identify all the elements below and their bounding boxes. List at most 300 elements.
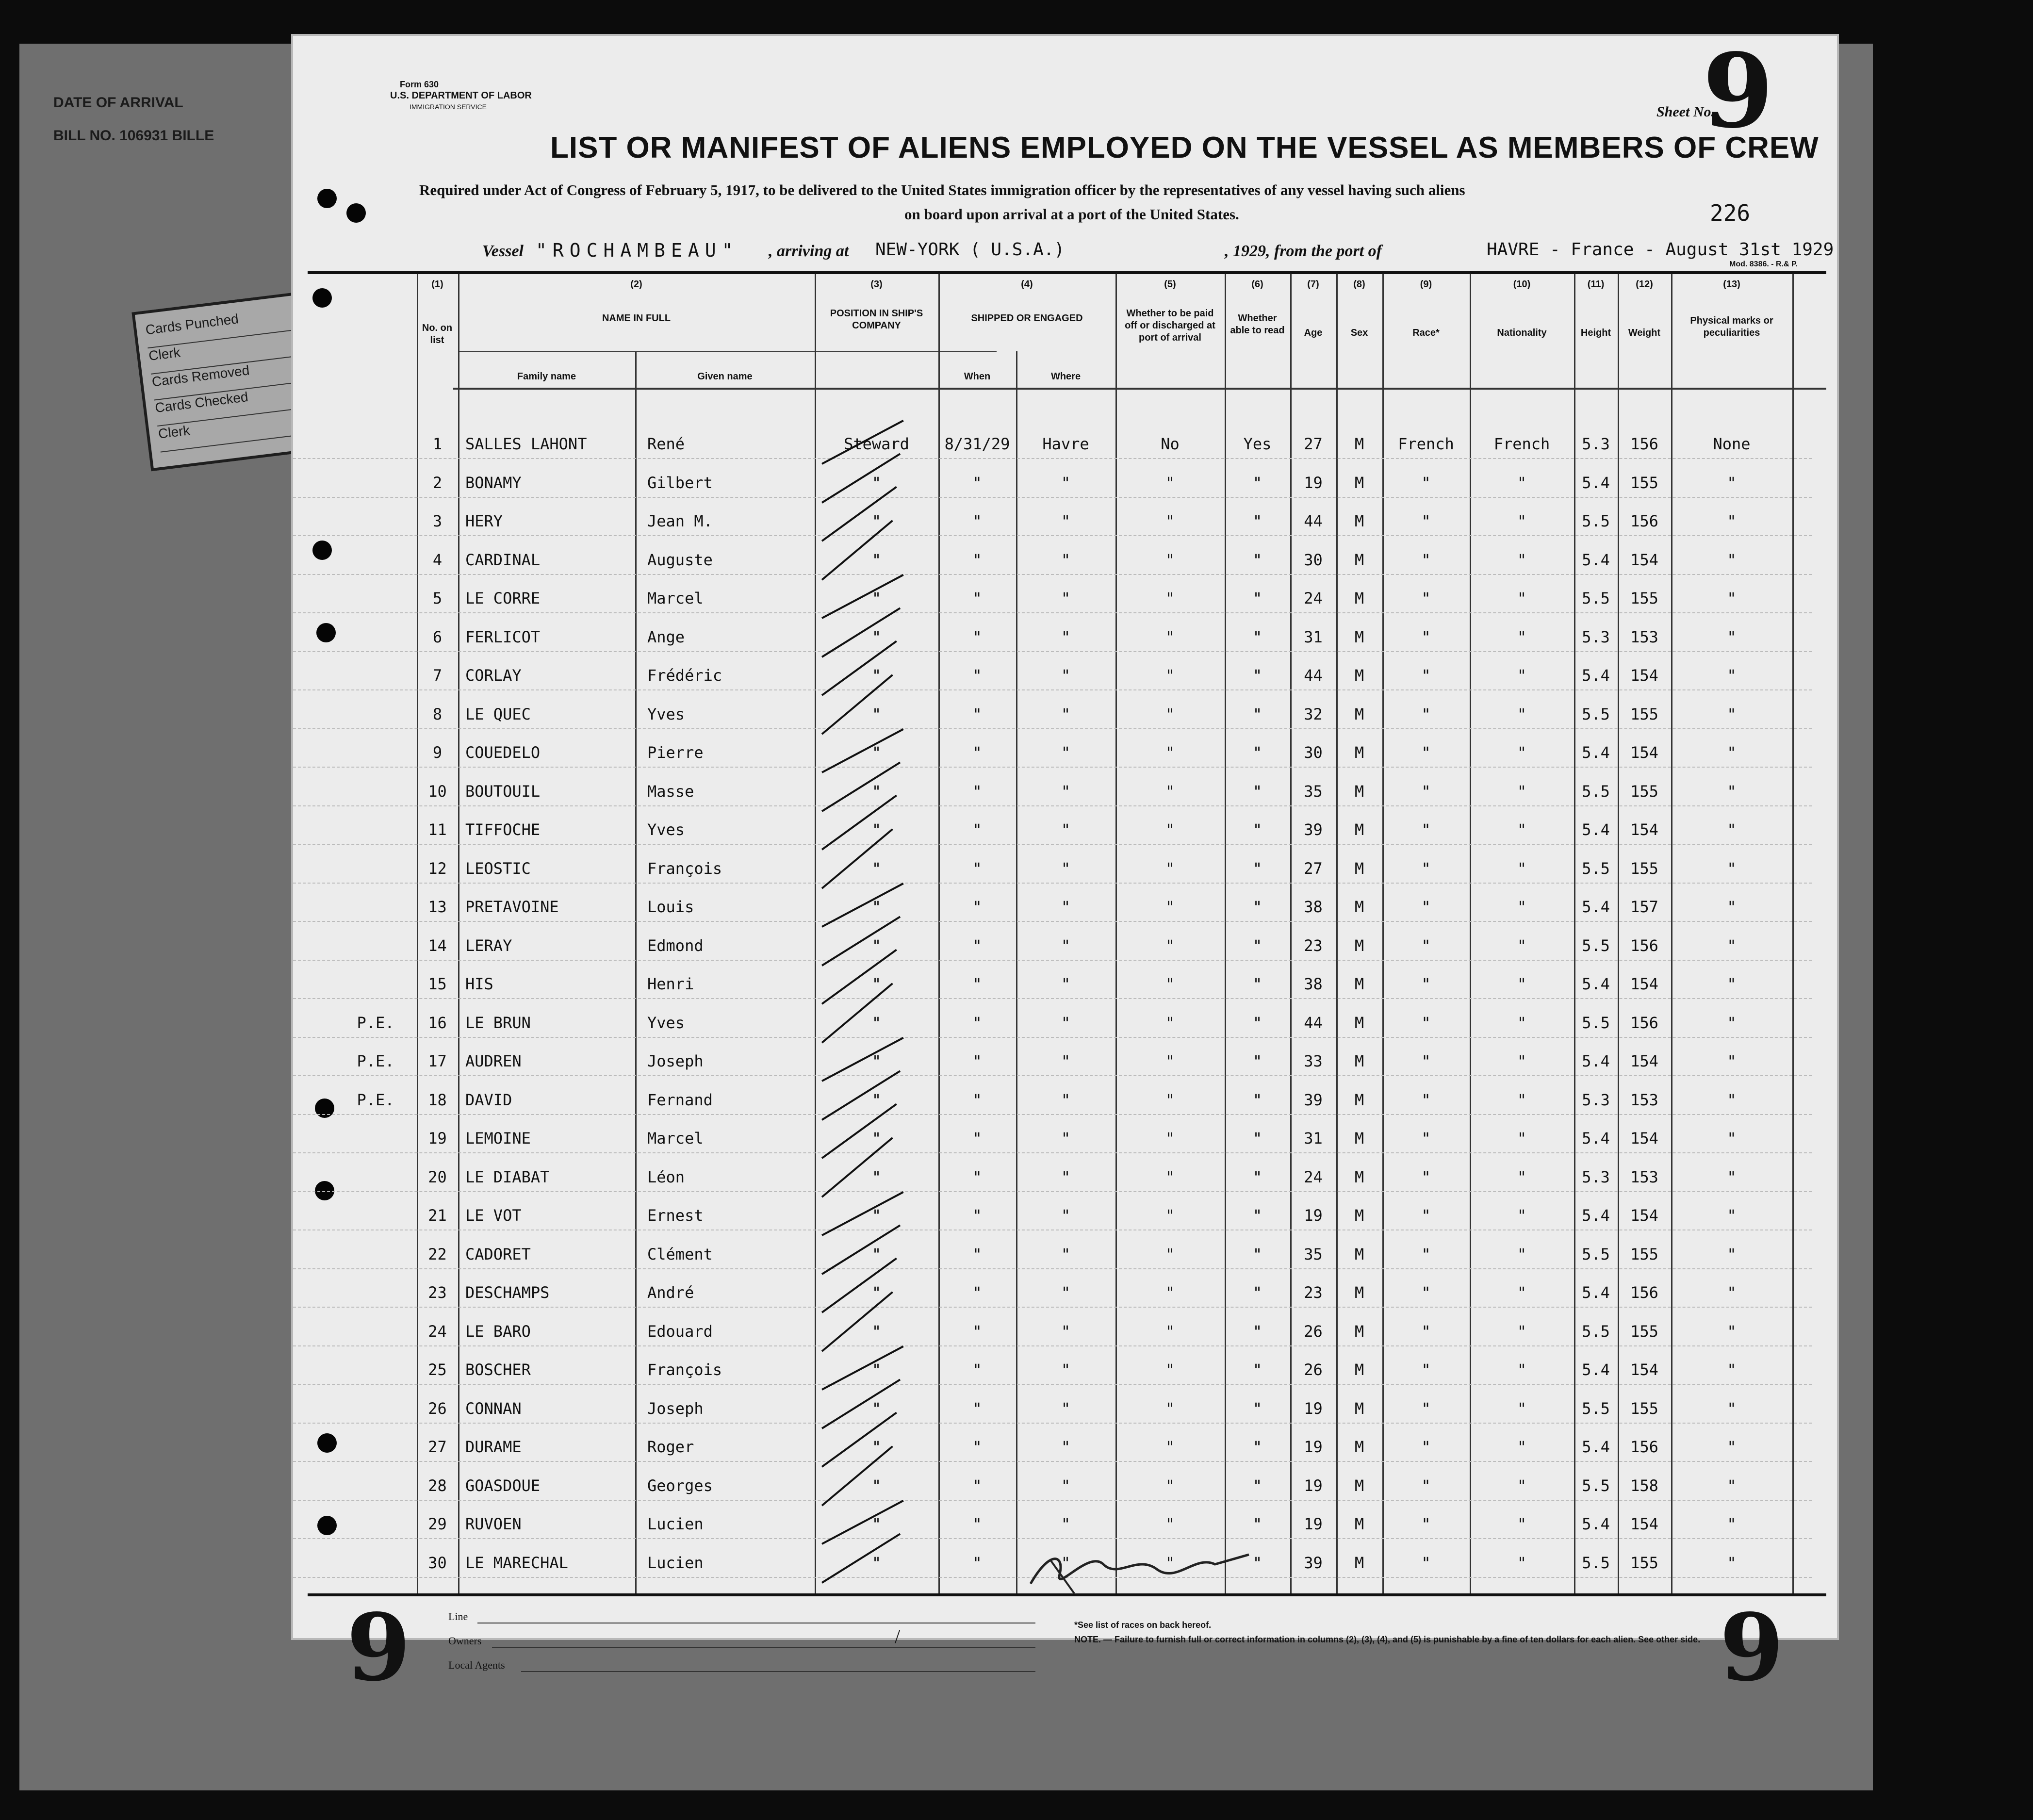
header-bottom-rule xyxy=(453,388,1826,390)
col1-header: No. on list xyxy=(422,323,453,345)
physical-marks: None xyxy=(1713,435,1751,453)
row-rule xyxy=(293,651,1812,652)
shipped-when: " xyxy=(972,705,982,723)
physical-marks: " xyxy=(1727,473,1737,492)
able-to-read: " xyxy=(1252,1322,1262,1341)
nationality: " xyxy=(1517,512,1527,530)
race: " xyxy=(1421,898,1431,916)
able-to-read: " xyxy=(1252,550,1262,569)
col8-header: Sex xyxy=(1350,328,1368,338)
position: " xyxy=(871,1090,882,1109)
height: 5.5 xyxy=(1582,1245,1610,1263)
stamp-line: Cards Removed xyxy=(151,356,309,401)
shipped-where: " xyxy=(1061,1167,1071,1186)
able-to-read: " xyxy=(1252,666,1262,685)
nationality: " xyxy=(1517,1206,1527,1225)
row-number: 19 xyxy=(428,1129,447,1148)
family-name: RUVOEN xyxy=(465,1515,522,1533)
height: 5.4 xyxy=(1582,1361,1610,1379)
age: 24 xyxy=(1304,1167,1323,1186)
weight: 153 xyxy=(1630,627,1658,646)
shipped-where: Havre xyxy=(1042,435,1089,453)
shipped-when: " xyxy=(972,1438,982,1456)
physical-marks: " xyxy=(1727,898,1737,916)
able-to-read: " xyxy=(1252,1283,1262,1302)
row-annotation: P.E. xyxy=(357,1090,394,1109)
col6-header: Whether able to read xyxy=(1230,313,1285,336)
shipped-where: " xyxy=(1061,1090,1071,1109)
year-from-label: , 1929, from the port of xyxy=(1225,242,1382,260)
age: 35 xyxy=(1304,782,1323,801)
weight: 155 xyxy=(1630,473,1658,492)
race: " xyxy=(1421,1438,1431,1456)
race: " xyxy=(1421,1013,1431,1032)
nationality: " xyxy=(1517,1553,1527,1572)
given-name: Edouard xyxy=(647,1322,713,1341)
shipped-when: " xyxy=(972,936,982,955)
race: " xyxy=(1421,473,1431,492)
height: 5.4 xyxy=(1582,550,1610,569)
race: " xyxy=(1421,1206,1431,1225)
paid-off: " xyxy=(1165,936,1175,955)
able-to-read: " xyxy=(1252,627,1262,646)
weight: 155 xyxy=(1630,1553,1658,1572)
weight: 156 xyxy=(1630,936,1658,955)
shipped-when: " xyxy=(972,1052,982,1070)
arrival-info-block xyxy=(53,95,214,161)
row-rule xyxy=(293,1114,1812,1115)
sex: M xyxy=(1354,589,1364,607)
physical-marks: " xyxy=(1727,1322,1737,1341)
shipped-when: 8/31/29 xyxy=(944,435,1010,453)
col3-header: POSITION IN SHIP'S COMPANY xyxy=(830,308,923,331)
age: 39 xyxy=(1304,1553,1323,1572)
weight: 158 xyxy=(1630,1476,1658,1495)
position: " xyxy=(871,1553,882,1572)
position: " xyxy=(871,743,882,762)
paid-off: " xyxy=(1165,782,1175,801)
nationality: " xyxy=(1517,1438,1527,1456)
age: 44 xyxy=(1304,1013,1323,1032)
physical-marks: " xyxy=(1727,1438,1737,1456)
position: " xyxy=(871,1206,882,1225)
sex: M xyxy=(1354,936,1364,955)
nationality: " xyxy=(1517,936,1527,955)
row-number: 2 xyxy=(432,473,443,492)
shipped-when: " xyxy=(972,782,982,801)
paid-off: " xyxy=(1165,512,1175,530)
position: " xyxy=(871,975,882,993)
family-name: LE QUEC xyxy=(465,705,531,723)
weight: 154 xyxy=(1630,666,1658,685)
physical-marks: " xyxy=(1727,1361,1737,1379)
shipped-where: " xyxy=(1061,1553,1071,1572)
height: 5.5 xyxy=(1582,1399,1610,1418)
able-to-read: " xyxy=(1252,743,1262,762)
age: 24 xyxy=(1304,589,1323,607)
sex: M xyxy=(1354,1515,1364,1533)
given-name: Jean M. xyxy=(647,512,713,530)
age: 30 xyxy=(1304,550,1323,569)
row-rule xyxy=(293,1423,1812,1424)
column-divider xyxy=(1470,274,1471,1593)
family-name: LE BARO xyxy=(465,1322,531,1341)
family-name: SALLES LAHONT xyxy=(465,435,587,453)
shipped-when: " xyxy=(972,1245,982,1263)
physical-marks: " xyxy=(1727,550,1737,569)
weight: 154 xyxy=(1630,975,1658,993)
position: " xyxy=(871,705,882,723)
vessel-name: "ROCHAMBEAU" xyxy=(536,240,739,261)
paid-off: " xyxy=(1165,1438,1175,1456)
paid-off: " xyxy=(1165,666,1175,685)
race: " xyxy=(1421,627,1431,646)
family-name: BONAMY xyxy=(465,473,522,492)
row-number: 4 xyxy=(432,550,443,569)
family-name: BOUTOUIL xyxy=(465,782,541,801)
shipped-when: " xyxy=(972,1283,982,1302)
shipped-when: " xyxy=(972,859,982,878)
position: " xyxy=(871,1515,882,1533)
shipped-when: " xyxy=(972,550,982,569)
sex: M xyxy=(1354,1476,1364,1495)
punch-hole xyxy=(346,203,366,223)
column-divider xyxy=(458,274,459,1593)
row-number: 15 xyxy=(428,975,447,993)
age: 32 xyxy=(1304,705,1323,723)
physical-marks: " xyxy=(1727,666,1737,685)
weight: 156 xyxy=(1630,1283,1658,1302)
sex: M xyxy=(1354,1052,1364,1070)
row-number: 11 xyxy=(428,820,447,839)
shipped-when: " xyxy=(972,1399,982,1418)
paid-off: " xyxy=(1165,1167,1175,1186)
row-rule xyxy=(293,1500,1812,1501)
physical-marks: " xyxy=(1727,782,1737,801)
age: 23 xyxy=(1304,936,1323,955)
row-number: 23 xyxy=(428,1283,447,1302)
shipped-when: " xyxy=(972,1553,982,1572)
height: 5.5 xyxy=(1582,589,1610,607)
row-rule xyxy=(293,1075,1812,1076)
given-name: Georges xyxy=(647,1476,713,1495)
able-to-read: " xyxy=(1252,820,1262,839)
race: " xyxy=(1421,1052,1431,1070)
shipped-when: " xyxy=(972,898,982,916)
physical-marks: " xyxy=(1727,859,1737,878)
given-name: François xyxy=(647,1361,722,1379)
physical-marks: " xyxy=(1727,1167,1737,1186)
given-name: René xyxy=(647,435,685,453)
able-to-read: " xyxy=(1252,1129,1262,1148)
given-name: Gilbert xyxy=(647,473,713,492)
form-number: Form 630 xyxy=(399,80,439,89)
col9-number: (9) xyxy=(1420,279,1432,290)
able-to-read: " xyxy=(1252,1361,1262,1379)
given-name: Masse xyxy=(647,782,694,801)
header-subrule xyxy=(458,351,938,352)
col2-number: (2) xyxy=(630,279,642,290)
nationality: " xyxy=(1517,1322,1527,1341)
nationality: French xyxy=(1493,435,1550,453)
height: 5.4 xyxy=(1582,666,1610,685)
race: " xyxy=(1421,1245,1431,1263)
col10-header: Nationality xyxy=(1497,328,1547,338)
height: 5.5 xyxy=(1582,512,1610,530)
given-name: Henri xyxy=(647,975,694,993)
header-subrule xyxy=(938,351,997,352)
family-name: AUDREN xyxy=(465,1052,522,1070)
row-rule xyxy=(293,767,1812,768)
position: " xyxy=(871,1245,882,1263)
nationality: " xyxy=(1517,1361,1527,1379)
paid-off: " xyxy=(1165,705,1175,723)
row-number: 3 xyxy=(432,512,443,530)
weight: 154 xyxy=(1630,1206,1658,1225)
sex: M xyxy=(1354,1553,1364,1572)
col4a-header: When xyxy=(964,371,991,382)
sex: M xyxy=(1354,666,1364,685)
paid-off: " xyxy=(1165,1283,1175,1302)
height: 5.3 xyxy=(1582,1167,1610,1186)
shipped-where: " xyxy=(1061,1245,1071,1263)
given-name: Fernand xyxy=(647,1090,713,1109)
paid-off: No xyxy=(1161,435,1180,453)
height: 5.5 xyxy=(1582,1476,1610,1495)
given-name: Edmond xyxy=(647,936,704,955)
family-name: CARDINAL xyxy=(465,550,541,569)
height: 5.3 xyxy=(1582,1090,1610,1109)
race: " xyxy=(1421,820,1431,839)
able-to-read: " xyxy=(1252,589,1262,607)
race: " xyxy=(1421,666,1431,685)
shipped-where: " xyxy=(1061,550,1071,569)
row-rule xyxy=(293,844,1812,845)
physical-marks: " xyxy=(1727,589,1737,607)
able-to-read: " xyxy=(1252,936,1262,955)
shipped-where: " xyxy=(1061,1283,1071,1302)
position: " xyxy=(871,898,882,916)
shipped-when: " xyxy=(972,1322,982,1341)
sex: M xyxy=(1354,1013,1364,1032)
stamp-line: Cards Checked xyxy=(154,381,312,426)
row-number: 30 xyxy=(428,1553,447,1572)
sex: M xyxy=(1354,473,1364,492)
weight: 155 xyxy=(1630,589,1658,607)
physical-marks: " xyxy=(1727,820,1737,839)
weight: 155 xyxy=(1630,859,1658,878)
age: 27 xyxy=(1304,859,1323,878)
physical-marks: " xyxy=(1727,705,1737,723)
family-name: GOASDOUE xyxy=(465,1476,541,1495)
col10-number: (10) xyxy=(1513,279,1531,290)
race: " xyxy=(1421,1399,1431,1418)
weight: 155 xyxy=(1630,1322,1658,1341)
paid-off: " xyxy=(1165,589,1175,607)
page-number: 226 xyxy=(1710,200,1751,226)
row-rule xyxy=(293,497,1812,498)
able-to-read: " xyxy=(1252,1476,1262,1495)
height: 5.4 xyxy=(1582,1052,1610,1070)
family-name: BOSCHER xyxy=(465,1361,531,1379)
position: " xyxy=(871,666,882,685)
height: 5.5 xyxy=(1582,1553,1610,1572)
shipped-when: " xyxy=(972,666,982,685)
row-annotation: P.E. xyxy=(357,1013,394,1032)
position: " xyxy=(871,936,882,955)
position: Steward xyxy=(844,435,909,453)
age: 27 xyxy=(1304,435,1323,453)
paid-off: " xyxy=(1165,1052,1175,1070)
table-top-rule xyxy=(308,271,1826,274)
race: " xyxy=(1421,1322,1431,1341)
able-to-read: " xyxy=(1252,1052,1262,1070)
nationality: " xyxy=(1517,1013,1527,1032)
age: 19 xyxy=(1304,1206,1323,1225)
sex: M xyxy=(1354,1245,1364,1263)
race: " xyxy=(1421,705,1431,723)
given-name: Marcel xyxy=(647,1129,704,1148)
height: 5.5 xyxy=(1582,936,1610,955)
paid-off: " xyxy=(1165,550,1175,569)
able-to-read: " xyxy=(1252,1399,1262,1418)
weight: 154 xyxy=(1630,1361,1658,1379)
given-name: Ange xyxy=(647,627,685,646)
height: 5.4 xyxy=(1582,1438,1610,1456)
able-to-read: " xyxy=(1252,1013,1262,1032)
row-rule xyxy=(293,960,1812,961)
height: 5.5 xyxy=(1582,705,1610,723)
family-name: PRETAVOINE xyxy=(465,898,559,916)
given-name: Yves xyxy=(647,820,685,839)
age: 38 xyxy=(1304,975,1323,993)
bill-number-label: BILL NO. 106931 BILLE xyxy=(53,128,214,144)
physical-marks: " xyxy=(1727,975,1737,993)
family-name: COUEDELO xyxy=(465,743,541,762)
nationality: " xyxy=(1517,1476,1527,1495)
sex: M xyxy=(1354,435,1364,453)
race: " xyxy=(1421,512,1431,530)
row-rule xyxy=(293,1461,1812,1462)
shipped-where: " xyxy=(1061,898,1071,916)
manifest-sheet xyxy=(291,31,1839,1702)
row-number: 10 xyxy=(428,782,447,801)
col8-number: (8) xyxy=(1353,279,1365,290)
position: " xyxy=(871,1476,882,1495)
age: 19 xyxy=(1304,1399,1323,1418)
col3-number: (3) xyxy=(870,279,883,290)
height: 5.5 xyxy=(1582,782,1610,801)
height: 5.4 xyxy=(1582,1283,1610,1302)
race: " xyxy=(1421,589,1431,607)
race: " xyxy=(1421,1129,1431,1148)
position: " xyxy=(871,1052,882,1070)
col11-header: Height xyxy=(1580,328,1611,338)
sex: M xyxy=(1354,975,1364,993)
given-name: Lucien xyxy=(647,1553,704,1572)
row-number: 1 xyxy=(432,435,443,453)
weight: 156 xyxy=(1630,1013,1658,1032)
family-name: LEOSTIC xyxy=(465,859,531,878)
paid-off: " xyxy=(1165,473,1175,492)
age: 39 xyxy=(1304,820,1323,839)
race: " xyxy=(1421,1361,1431,1379)
stamp-line: Cards Punched xyxy=(145,303,303,348)
col2-header: NAME IN FULL xyxy=(602,313,671,324)
row-number: 14 xyxy=(428,936,447,955)
weight: 156 xyxy=(1630,435,1658,453)
race-note: *See list of races on back hereof. xyxy=(1074,1620,1212,1630)
race: " xyxy=(1421,859,1431,878)
row-number: 20 xyxy=(428,1167,447,1186)
shipped-where: " xyxy=(1061,705,1071,723)
shipped-when: " xyxy=(972,1206,982,1225)
given-name: Yves xyxy=(647,705,685,723)
shipped-where: " xyxy=(1061,1515,1071,1533)
row-number: 8 xyxy=(432,705,443,723)
nationality: " xyxy=(1517,1052,1527,1070)
height: 5.4 xyxy=(1582,1206,1610,1225)
paid-off: " xyxy=(1165,1361,1175,1379)
given-name: Marcel xyxy=(647,589,704,607)
height: 5.4 xyxy=(1582,473,1610,492)
given-name: Clément xyxy=(647,1245,713,1263)
age: 44 xyxy=(1304,512,1323,530)
shipped-where: " xyxy=(1061,936,1071,955)
column-divider xyxy=(938,274,940,1593)
shipped-where: " xyxy=(1061,859,1071,878)
row-rule xyxy=(293,1345,1812,1346)
age: 31 xyxy=(1304,627,1323,646)
able-to-read: " xyxy=(1252,859,1262,878)
agents-tick-mark: / xyxy=(895,1625,901,1647)
shipped-where: " xyxy=(1061,589,1071,607)
shipped-where: " xyxy=(1061,782,1071,801)
paid-off: " xyxy=(1165,820,1175,839)
punch-hole xyxy=(317,189,337,208)
col6-number: (6) xyxy=(1251,279,1263,290)
physical-marks: " xyxy=(1727,743,1737,762)
shipped-when: " xyxy=(972,1013,982,1032)
paid-off: " xyxy=(1165,627,1175,646)
paid-off: " xyxy=(1165,1476,1175,1495)
row-rule xyxy=(293,574,1812,575)
family-name: DAVID xyxy=(465,1090,512,1109)
race: " xyxy=(1421,1090,1431,1109)
row-rule xyxy=(293,1268,1812,1269)
given-name: François xyxy=(647,859,722,878)
column-divider xyxy=(1382,274,1384,1593)
sex: M xyxy=(1354,627,1364,646)
physical-marks: " xyxy=(1727,512,1737,530)
age: 23 xyxy=(1304,1283,1323,1302)
sex: M xyxy=(1354,1399,1364,1418)
family-name: CONNAN xyxy=(465,1399,522,1418)
paid-off: " xyxy=(1165,1090,1175,1109)
shipped-when: " xyxy=(972,1167,982,1186)
physical-marks: " xyxy=(1727,627,1737,646)
col4-header: SHIPPED OR ENGAGED xyxy=(971,313,1083,324)
given-name: Léon xyxy=(647,1167,685,1186)
height: 5.5 xyxy=(1582,1013,1610,1032)
punch-hole xyxy=(315,1099,334,1118)
weight: 156 xyxy=(1630,512,1658,530)
weight: 155 xyxy=(1630,782,1658,801)
paid-off: " xyxy=(1165,1553,1175,1572)
shipped-when: " xyxy=(972,1515,982,1533)
position: " xyxy=(871,512,882,530)
row-number: 25 xyxy=(428,1361,447,1379)
